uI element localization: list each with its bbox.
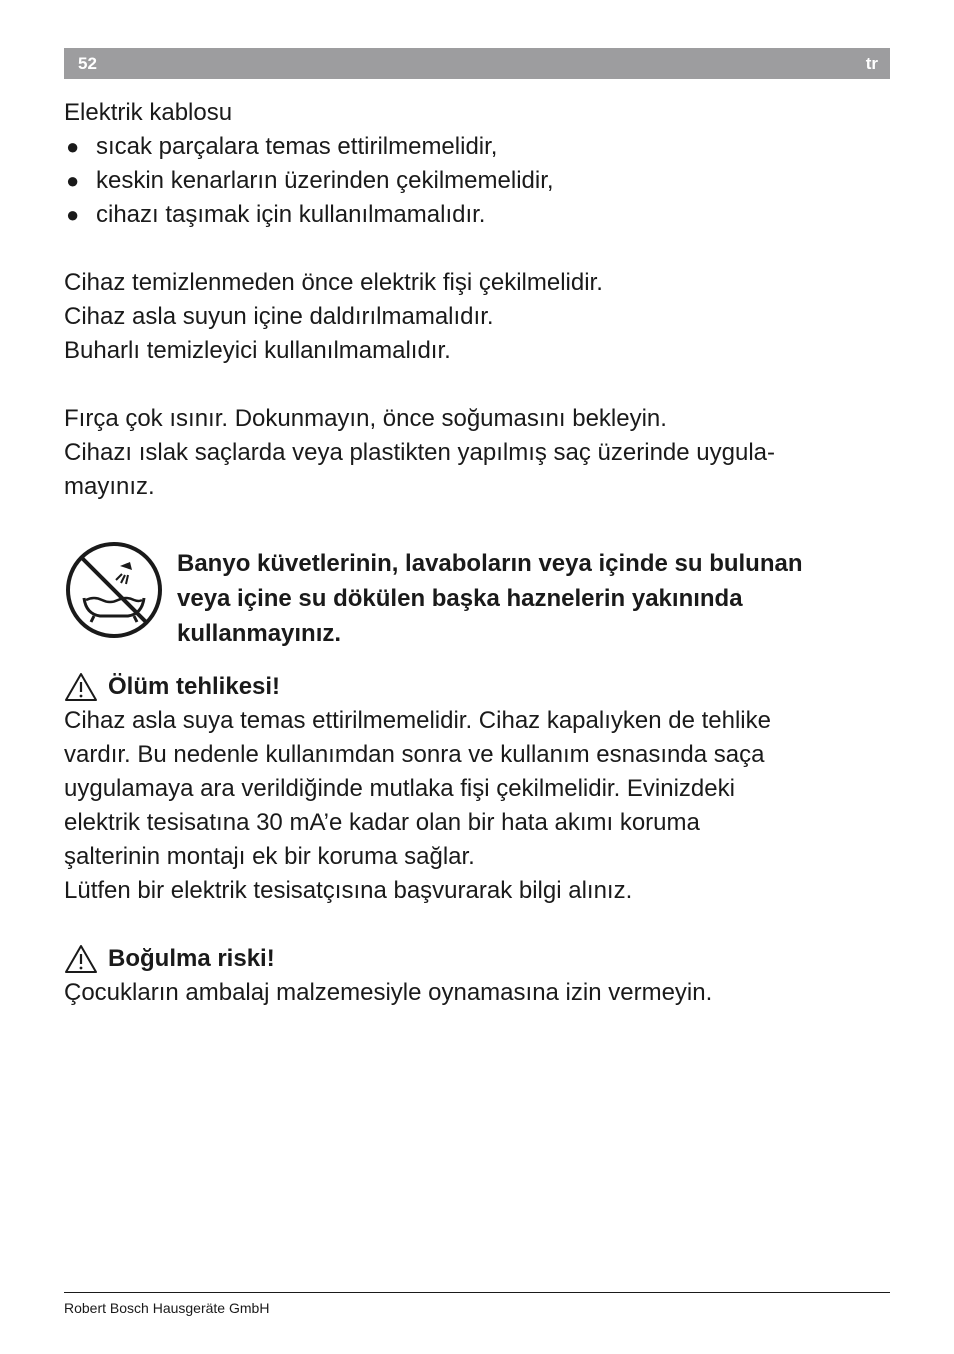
section-heading: [64, 942, 890, 976]
bullet-icon: ●: [66, 168, 80, 193]
paragraph-line: vardır. Bu nedenle kullanımdan sonra ve kullanım esnasında saça: [64, 741, 765, 768]
paragraph-line: Cihaz asla suya temas ettirilmemelidir. Cihaz kapalıyken de tehlike: [64, 707, 771, 734]
cable-list: [64, 130, 890, 232]
paragraph-line: Cihaz temizlenmeden önce elektrik fişi çekilmelidir.: [64, 269, 603, 296]
death-danger-section: [64, 670, 890, 908]
language-code: tr: [865, 53, 878, 73]
paragraph-line: Cihaz asla suyun içine daldırılmamalıdır.: [64, 303, 494, 330]
choking-title: Boğulma riski!: [108, 945, 275, 972]
page-header-bar: [64, 48, 890, 79]
paragraph-line: Çocukların ambalaj malzemesiyle oynamasına izin vermeyin.: [64, 979, 713, 1006]
list-item: ● cihazı taşımak için kullanılmamalıdır.: [64, 198, 890, 232]
choking-section: [64, 942, 890, 1010]
page-content: [64, 96, 890, 1010]
paragraph-line: Fırça çok ısınır. Dokunmayın, önce soğumasını bekleyin.: [64, 405, 667, 432]
list-item: ● sıcak parçalara temas ettirilmemelidir,: [64, 130, 890, 164]
cable-title: Elektrik kablosu: [64, 99, 233, 126]
paragraph-line: Cihazı ıslak saçlarda veya plastikten yapılmış saç üzerinde uygula-: [64, 439, 775, 466]
cable-section: [64, 96, 890, 232]
bullet-icon: ●: [66, 202, 80, 227]
paragraph-line: Lütfen bir elektrik tesisatçısına başvurarak bilgi alınız.: [64, 877, 633, 904]
water-warning-text: [177, 546, 893, 651]
water-warning-block: [64, 538, 890, 648]
paragraph-line: şalterinin montajı ek bir koruma sağlar.: [64, 843, 475, 870]
cleaning-section: [64, 266, 890, 368]
warning-triangle-icon: [64, 672, 98, 702]
list-item: ● keskin kenarların üzerinden çekilmemelidir,: [64, 164, 890, 198]
paragraph-line: uygulamaya ara verildiğinde mutlaka fişi çekilmelidir. Evinizdeki: [64, 775, 735, 802]
footer-company: Robert Bosch Hausgeräte GmbH: [64, 1300, 270, 1316]
paragraph-line: elektrik tesisatına 30 mA’e kadar olan bir hata akımı koruma: [64, 809, 700, 836]
footer-divider: [64, 1292, 890, 1293]
paragraph-line: kullanmayınız.: [177, 620, 342, 647]
no-water-bath-icon: [64, 540, 164, 640]
paragraph-line: veya içine su dökülen başka haznelerin yakınında: [177, 585, 743, 612]
paragraph-line: mayınız.: [64, 473, 155, 500]
death-danger-title: Ölüm tehlikesi!: [108, 673, 281, 700]
brush-section: [64, 402, 890, 504]
paragraph-line: Banyo küvetlerinin, lavaboların veya içinde su bulunan: [177, 550, 803, 577]
paragraph-line: Buharlı temizleyici kullanılmamalıdır.: [64, 337, 451, 364]
bullet-icon: ●: [66, 134, 80, 159]
warning-triangle-icon: [64, 944, 98, 974]
section-heading: [64, 670, 890, 704]
page-number: 52: [78, 53, 97, 73]
